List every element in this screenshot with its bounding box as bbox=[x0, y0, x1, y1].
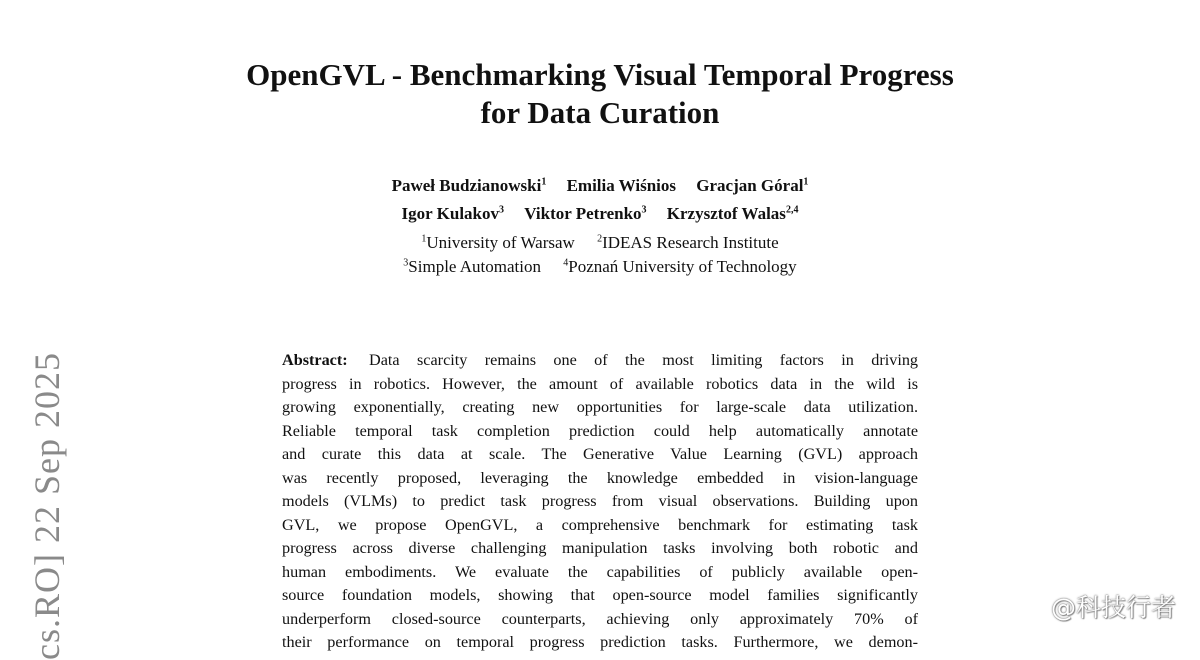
affiliation-list bbox=[0, 231, 1200, 279]
author: Igor Kulakov$^3$ bbox=[401, 204, 505, 223]
affiliation-line-1 bbox=[0, 231, 1200, 255]
author: Krzysztof Walas$^{2,4}$ bbox=[666, 204, 799, 223]
abstract-line: Abstract: Data scarcity remains one of the most limiting factors in driving bbox=[282, 351, 919, 369]
author: Paweł Budzianowski$^1$ bbox=[391, 176, 547, 195]
abstract bbox=[282, 349, 918, 655]
affiliation: $^3$Simple Automation bbox=[403, 257, 541, 276]
abstract-line: growing exponentially, creating new opportunities for large-scale data utilization. bbox=[282, 398, 918, 416]
affiliation-line-2 bbox=[0, 255, 1200, 279]
arxiv-sidebar-stamp: cs.RO] 22 Sep 2025 bbox=[27, 352, 67, 660]
author: Gracjan Góral$^1$ bbox=[696, 176, 809, 195]
watermark: @科技行者 bbox=[1050, 593, 1176, 622]
affiliation: $^4$Poznań University of Technology bbox=[563, 257, 797, 276]
paper-title bbox=[0, 56, 1200, 132]
abstract-line: source foundation models, showing that open-source model families significantly bbox=[282, 586, 918, 604]
abstract-line: human embodiments. We evaluate the capabilities of publicly available open- bbox=[282, 562, 918, 581]
affiliation: $^1$University of Warsaw bbox=[421, 233, 575, 252]
author-line-1 bbox=[0, 172, 1200, 200]
abstract-line: progress in robotics. However, the amount of available robotics data in the wild is bbox=[282, 374, 918, 393]
abstract-line: underperform closed-source counterparts, achieving only approximately 70% of bbox=[282, 609, 918, 628]
author: Emilia Wiśnios bbox=[566, 176, 676, 195]
abstract-line: GVL, we propose OpenGVL, a comprehensive benchmark for estimating task bbox=[282, 515, 918, 534]
title-line-1: OpenGVL - Benchmarking Visual Temporal Progress bbox=[246, 57, 954, 92]
author: Viktor Petrenko$^3$ bbox=[524, 204, 647, 223]
abstract-line: and curate this data at scale. The Generative Value Learning (GVL) approach bbox=[282, 445, 918, 463]
abstract-line: their performance on temporal progress prediction tasks. Furthermore, we demon- bbox=[282, 633, 918, 651]
abstract-label: Abstract: bbox=[282, 351, 348, 369]
title-line-2: for Data Curation bbox=[480, 95, 720, 130]
abstract-line: progress across diverse challenging manipulation tasks involving both robotic and bbox=[282, 539, 918, 557]
author-line-2 bbox=[0, 200, 1200, 228]
abstract-line: models (VLMs) to predict task progress from visual observations. Building upon bbox=[282, 492, 918, 510]
abstract-line: Reliable temporal task completion prediction could help automatically annotate bbox=[282, 421, 918, 440]
affiliation: $^2$IDEAS Research Institute bbox=[597, 233, 779, 252]
abstract-line: was recently proposed, leveraging the knowledge embedded in vision-language bbox=[282, 468, 918, 487]
author-list bbox=[0, 172, 1200, 228]
